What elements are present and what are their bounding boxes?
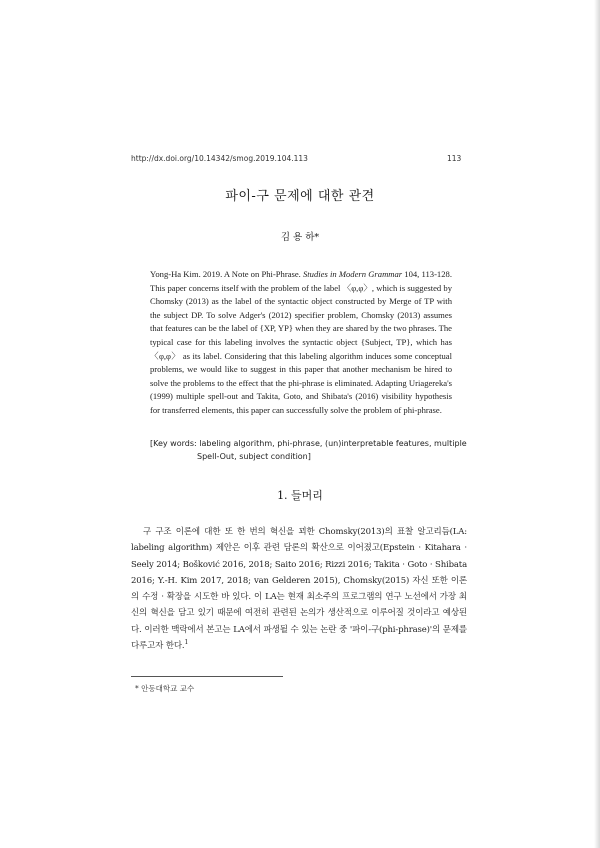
intro-paragraph	[131, 524, 467, 654]
section-heading: 1. 들머리	[277, 489, 323, 502]
abstract-citation: Yong-Ha Kim. 2019. A Note on Phi-Phrase.	[150, 269, 303, 279]
paper-title: 파이-구 문제에 대한 관견	[225, 189, 375, 204]
footnote: * 안동대학교 교수	[135, 684, 195, 693]
abstract	[150, 268, 452, 418]
doi-url: http://dx.doi.org/10.14342/smog.2019.104.113	[131, 154, 308, 163]
journal-name: Studies in Modern Grammar	[303, 269, 403, 279]
author-name: 김 용 하*	[280, 232, 320, 243]
page-number: 113	[447, 154, 462, 163]
page-edge-shadow	[594, 0, 600, 848]
intro-text: 구 구조 이론에 대한 또 한 번의 혁신을 꾀한 Chomsky(2013)의 표찰 알고리듬(LA: labeling algorithm) 제안은 이후 관련 담론의 확산으로 이어졌고(Epstein · Kitahara · Seely 2014; Bošković 2016, 2018; Saito 2016; Rizzi 2016; Takita · Goto · Shibata 2016; Y.-H. Kim 2017, 2018; van Gelderen 2015), Chomsky(2015) 자신 또한 이론의 수정 · 확장을 시도한 바 있다. 이 LA는 현재 최소주의 프로그램의 연구 노선에서 가장 최신의 혁신을 담고 있기 때문에 여전히 관련된 논의가 생산적으로 이루어질 것이라고 예상된다. 이러한 맥락에서 본고는 LA에서 파생될 수 있는 논란 중 '파이-구(phi-phrase)'의 문제를 다루고자 한다.	[131, 527, 467, 652]
footnote-reference: 1	[184, 639, 189, 647]
keywords-line-1: [Key words: labeling algorithm, phi-phrase, (un)interpretable features, multiple	[150, 439, 467, 448]
abstract-body: 104, 113-128. This paper concerns itself with the problem of the label 〈φ,φ〉, which is suggested by Chomsky (2013) as the label of the syntactic object constructed by Merge of TP with the subject DP. To solve Adger's (2012) specifier problem, Chomsky (2013) assumes that features can be the label of {XP, YP} when they are shared by the two phrases. The typical case for this labeling involves the syntactic object {Subject, TP}, which has 〈φ,φ〉 as its label. Considering that this labeling algorithm induces some conceptual problems, we would like to suggest in this paper that another mechanism be hired to solve the problems to the effect that the phi-phrase is eliminated. Adapting Uriagereka's (1999) multiple spell-out and Takita, Goto, and Shibata's (2016) visibility hypothesis for transferred elements, this paper can successfully solve the problem of phi-phrase.	[150, 269, 452, 415]
keywords-line-2: Spell-Out, subject condition]	[197, 452, 311, 461]
keywords	[150, 437, 467, 463]
footnote-divider	[131, 676, 283, 677]
